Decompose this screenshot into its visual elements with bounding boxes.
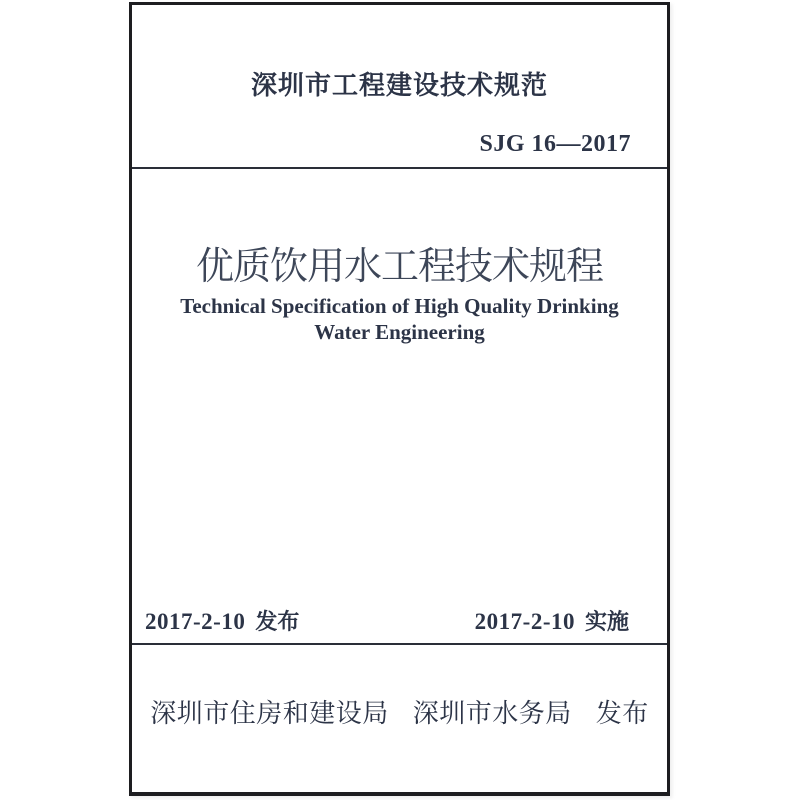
subtitle-en-line1: Technical Specification of High Quality Drinking [180, 294, 619, 318]
issue-date [145, 605, 299, 636]
issue-date-value: 2017-2-10 [145, 609, 246, 634]
footer-divider [132, 643, 667, 645]
implementation-date [475, 605, 629, 636]
book-cover-frame [129, 2, 670, 796]
publisher-org-2: 深圳市水务局 [412, 698, 572, 728]
publisher-org-1: 深圳市住房和建设局 [150, 698, 389, 728]
subtitle-en-line2: Water Engineering [314, 320, 485, 344]
implementation-date-value: 2017-2-10 [474, 609, 575, 634]
dates-row [145, 605, 629, 636]
publish-label: 发布 [595, 698, 649, 728]
issue-date-label: 发布 [255, 609, 300, 634]
standard-number: SJG 16—2017 [479, 131, 631, 157]
main-title-cn: 优质饮用水工程技术规程 [195, 246, 603, 288]
series-label: 深圳市工程建设技术规范 [250, 70, 548, 100]
subtitle-en [132, 293, 667, 345]
publishers-line [132, 693, 667, 730]
implementation-date-label: 实施 [584, 609, 629, 634]
header-divider [132, 167, 667, 169]
